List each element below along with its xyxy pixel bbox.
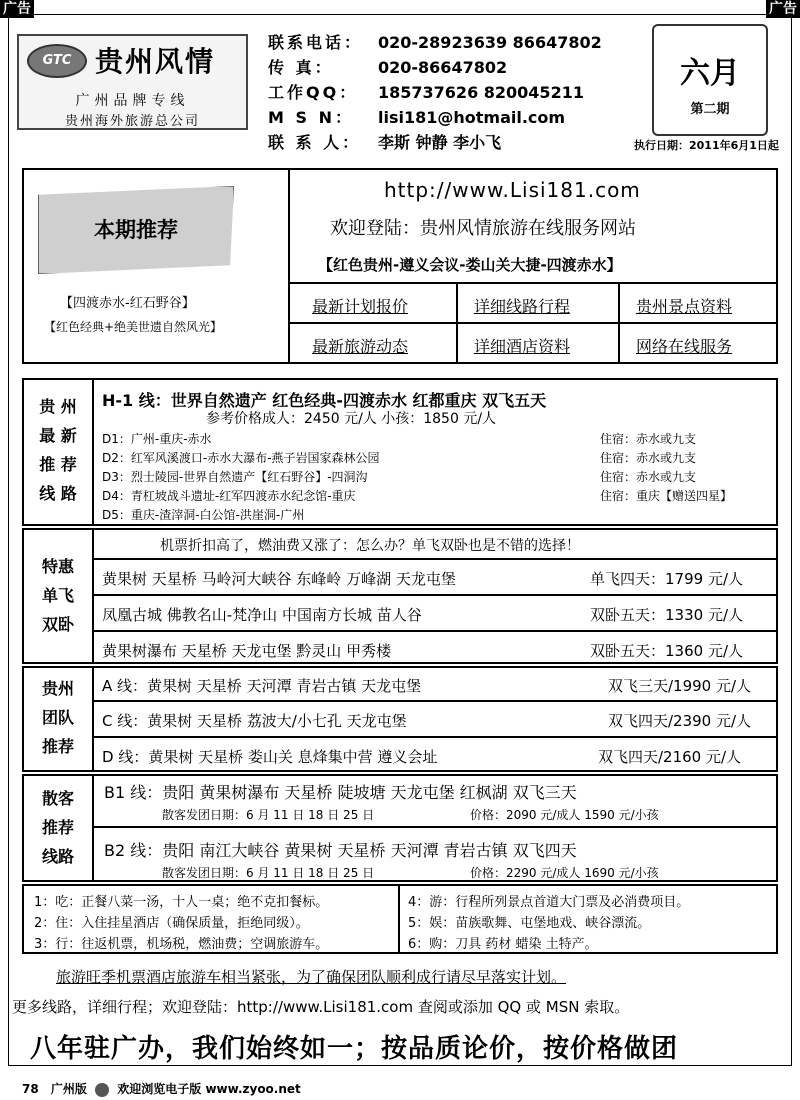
link-latest-quote[interactable]: 最新计划报价 — [312, 297, 409, 316]
note-1: 1：吃：正餐八菜一汤，十人一桌；绝不克扣餐标。 — [34, 895, 329, 910]
featured-line2: 【红色经典+绝美世遗自然风光】 — [44, 320, 223, 334]
day-1: D1：广州-重庆-赤水 — [102, 432, 212, 446]
stay-1: 住宿：赤水或九支 — [600, 432, 697, 446]
section-group: 贵州 团队 推荐 — [41, 679, 74, 756]
divider — [92, 594, 778, 596]
divider — [92, 774, 94, 882]
special-route-2: 凤凰古城 佛教名山-梵净山 中国南方长城 苗人谷 — [102, 606, 422, 624]
section-special: 特惠 单飞 双卧 — [41, 557, 74, 634]
note-4: 4：游：行程所列景点首道大门票及必消费项目。 — [408, 895, 690, 910]
section-recommend: 贵 州 最 新 推 荐 线 路 — [39, 397, 77, 503]
divider — [92, 528, 94, 664]
ebook-ad[interactable]: 欢迎浏览电子版 www.zyoo.net — [117, 1082, 301, 1096]
divider — [92, 736, 778, 738]
edition: 广州版 — [50, 1082, 87, 1096]
group-route-c: C 线：黄果树 天星桥 荔波大/小七孔 天龙屯堡 — [102, 712, 407, 730]
company-logo — [17, 34, 248, 130]
contact-qq: 工作QQ： 185737626 820045211 — [268, 83, 584, 102]
site-url[interactable]: http://www.Lisi181.com — [384, 178, 641, 202]
divider — [288, 322, 778, 324]
divider — [456, 282, 458, 364]
note-3: 3：行：往返机票，机场税，燃油费；空调旅游车。 — [34, 937, 329, 952]
link-hotels[interactable]: 详细酒店资料 — [474, 337, 571, 356]
day-3: D3：烈士陵园-世界自然遗产【红石野谷】-四洞沟 — [102, 470, 368, 484]
divider — [92, 700, 778, 702]
note-6: 6：购：刀具 药材 蜡染 土特产。 — [408, 937, 598, 952]
issue-month: 六月 — [680, 56, 740, 91]
logo-subtitle: 广州品牌专线 — [75, 93, 190, 109]
group-price-d: 双飞四天/2160 元/人 — [598, 748, 742, 766]
divider — [398, 884, 400, 954]
special-price-3: 双卧五天：1360 元/人 — [590, 642, 743, 660]
ad-tag-left: 广告 — [0, 0, 34, 18]
page-number: 78 — [22, 1082, 39, 1096]
exec-date: 执行日期：2011年6月1日起 — [634, 139, 779, 152]
footer-warning: 旅游旺季机票酒店旅游车相当紧张，为了确保团队顺利成行请尽早落实计划。 — [56, 968, 567, 986]
divider — [288, 282, 778, 284]
group-route-a: A 线：黄果树 天星桥 天河潭 青岩古镇 天龙屯堡 — [102, 677, 422, 695]
divider — [92, 558, 778, 560]
day-5: D5：重庆-渣滓洞-白公馆-洪崖洞-广州 — [102, 508, 305, 522]
h1-title: H-1 线：世界自然遗产 红色经典-四渡赤水 红都重庆 双飞五天 — [102, 391, 547, 410]
site-route: 【红色贵州-遵义会议-娄山关大捷-四渡赤水】 — [318, 256, 622, 274]
link-route-detail[interactable]: 详细线路行程 — [474, 297, 571, 316]
b2-dates: 散客发团日期：6 月 11 日 18 日 25 日 — [162, 866, 375, 880]
day-4: D4：青杠坡战斗遗址-红军四渡赤水纪念馆-重庆 — [102, 489, 356, 503]
stay-2: 住宿：赤水或九支 — [600, 451, 697, 465]
ad-tag-right: 广告 — [766, 0, 800, 18]
link-attractions[interactable]: 贵州景点资料 — [636, 297, 733, 316]
b1-price: 价格：2090 元/成人 1590 元/小孩 — [470, 808, 659, 822]
logo-name: 贵州风情 — [95, 45, 216, 78]
contact-person: 联 系 人： 李斯 钟静 李小飞 — [268, 133, 502, 152]
divider — [92, 666, 94, 772]
b2-title: B2 线：贵阳 南江大峡谷 黄果树 天星桥 天河潭 青岩古镇 双飞四天 — [104, 841, 577, 860]
b1-title: B1 线：贵阳 黄果树瀑布 天星桥 陡坡塘 天龙屯堡 红枫湖 双飞三天 — [104, 783, 577, 802]
h1-price: 参考价格成人：2450 元/人 小孩：1850 元/人 — [206, 411, 497, 427]
note-5: 5：娱：苗族歌舞、屯堡地戏、峡谷漂流。 — [408, 916, 651, 931]
special-headline: 机票折扣高了，燃油费又涨了：怎么办？单飞双卧也是不错的选择！ — [160, 538, 580, 554]
b2-price: 价格：2290 元/成人 1690 元/小孩 — [470, 866, 659, 880]
group-price-a: 双飞三天/1990 元/人 — [608, 677, 752, 695]
divider — [288, 168, 290, 364]
divider — [92, 826, 778, 828]
group-route-d: D 线：黄果树 天星桥 娄山关 息烽集中营 遵义会址 — [102, 748, 438, 766]
divider — [618, 282, 620, 364]
divider — [92, 630, 778, 632]
footer-more: 更多线路，详细行程；欢迎登陆：http://www.Lisi181.com 查阅或添加 QQ 或 MSN 索取。 — [12, 998, 630, 1016]
contact-msn[interactable]: M S N： lisi181@hotmail.com — [268, 108, 566, 127]
divider — [92, 378, 94, 526]
special-route-3: 黄果树瀑布 天星桥 天龙屯堡 黔灵山 甲秀楼 — [102, 642, 392, 660]
special-price-1: 单飞四天：1799 元/人 — [590, 570, 743, 588]
slogan: 八年驻广办，我们始终如一；按品质论价，按价格做团 — [30, 1034, 679, 1064]
link-online-service[interactable]: 网络在线服务 — [636, 337, 733, 356]
special-price-2: 双卧五天：1330 元/人 — [590, 606, 743, 624]
b1-dates: 散客发团日期：6 月 11 日 18 日 25 日 — [162, 808, 375, 822]
contact-phone: 联系电话： 020-28923639 86647802 — [268, 33, 602, 52]
issue-badge — [652, 24, 768, 136]
site-welcome: 欢迎登陆：贵州风情旅游在线服务网站 — [330, 218, 636, 239]
issue-number: 第二期 — [690, 102, 730, 117]
featured-title: 本期推荐 — [94, 218, 178, 242]
footer-bar — [22, 1080, 301, 1097]
logo-mark: GTC — [27, 44, 87, 78]
globe-icon — [95, 1083, 109, 1097]
stay-4: 住宿：重庆【赠送四星】 — [600, 489, 733, 503]
note-2: 2：住：入住挂星酒店（确保质量，拒绝同级）。 — [34, 916, 309, 931]
section-scattered: 散客 推荐 线路 — [41, 789, 74, 866]
special-route-1: 黄果树 天星桥 马岭河大峡谷 东峰岭 万峰湖 天龙屯堡 — [102, 570, 456, 588]
stay-3: 住宿：赤水或九支 — [600, 470, 697, 484]
logo-company: 贵州海外旅游总公司 — [64, 114, 200, 129]
day-2: D2：红军风溪渡口-赤水大瀑布-燕子岩国家森林公园 — [102, 451, 380, 465]
group-price-c: 双飞四天/2390 元/人 — [608, 712, 752, 730]
contact-fax: 传 真： 020-86647802 — [268, 58, 508, 77]
link-latest-news[interactable]: 最新旅游动态 — [312, 337, 409, 356]
featured-line1: 【四渡赤水-红石野谷】 — [60, 296, 195, 311]
